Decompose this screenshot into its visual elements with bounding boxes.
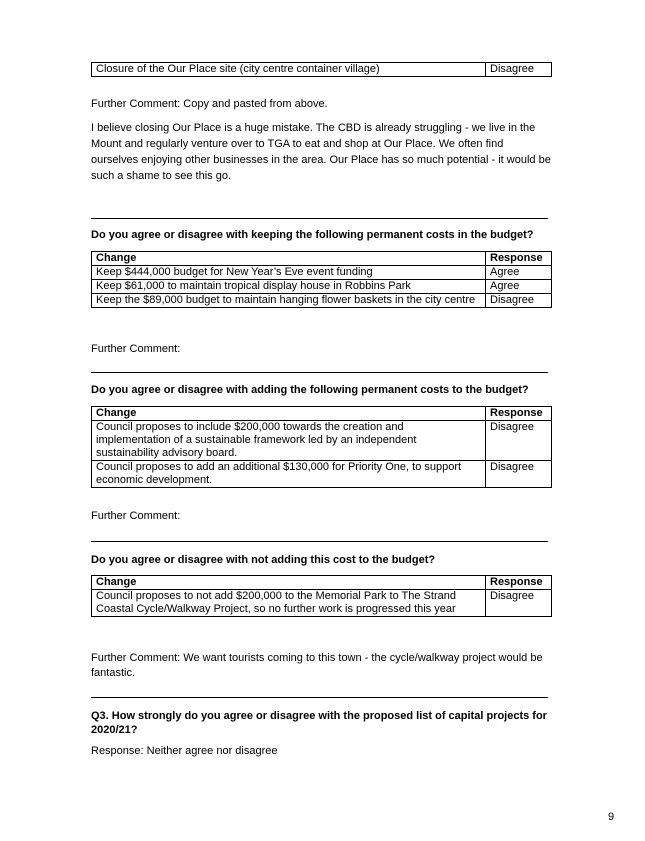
response-cell: Disagree bbox=[486, 294, 552, 308]
change-cell: Keep $61,000 to maintain tropical display house in Robbins Park bbox=[92, 280, 486, 294]
column-header-change: Change bbox=[92, 407, 486, 421]
question-keep-permanent-costs: Do you agree or disagree with keeping the following permanent costs in the budget? bbox=[91, 229, 534, 241]
add-costs-table bbox=[91, 406, 552, 488]
question-capital-projects: Q3. How strongly do you agree or disagree with the proposed list of capital projects for 2020/21? bbox=[91, 710, 547, 736]
further-comment-text: Further Comment: We want tourists coming to this town - the cycle/walkway project would be fantastic. bbox=[91, 652, 543, 679]
change-cell: Council proposes to not add $200,000 to the Memorial Park to The Strand Coastal Cycle/Walkway Project, so no further work is progressed this year bbox=[92, 590, 486, 617]
divider bbox=[91, 541, 548, 542]
further-comment-body: I believe closing Our Place is a huge mistake. The CBD is already struggling - we live in the Mount and regularly venture over to TGA to eat and shop at Our Place. We often find ourselves enjoying other businesses in the area. Our Place has so much potential - it would be such a shame to see this go. bbox=[91, 122, 551, 182]
table-row bbox=[92, 266, 552, 280]
further-comment-label: Further Comment: bbox=[91, 343, 181, 355]
table-header-row bbox=[92, 407, 552, 421]
column-header-response: Response bbox=[486, 576, 552, 590]
closure-table bbox=[91, 62, 552, 77]
divider bbox=[91, 218, 548, 219]
table-row bbox=[92, 590, 552, 617]
response-cell: Disagree bbox=[486, 63, 552, 77]
change-cell: Keep the $89,000 budget to maintain hanging flower baskets in the city centre bbox=[92, 294, 486, 308]
response-cell: Disagree bbox=[486, 421, 552, 461]
change-cell: Council proposes to add an additional $130,000 for Priority One, to support economic development. bbox=[92, 461, 486, 488]
divider bbox=[91, 697, 548, 698]
response-cell: Disagree bbox=[486, 461, 552, 488]
column-header-change: Change bbox=[92, 576, 486, 590]
table-header-row bbox=[92, 252, 552, 266]
column-header-change: Change bbox=[92, 252, 486, 266]
question-add-permanent-costs: Do you agree or disagree with adding the following permanent costs to the budget? bbox=[91, 384, 529, 396]
table-row bbox=[92, 63, 552, 77]
table-row bbox=[92, 294, 552, 308]
table-header-row bbox=[92, 576, 552, 590]
column-header-response: Response bbox=[486, 407, 552, 421]
not-add-cost-table bbox=[91, 575, 552, 617]
divider bbox=[91, 372, 548, 373]
response-cell: Agree bbox=[486, 266, 552, 280]
page-number: 9 bbox=[608, 811, 615, 823]
question-not-add-cost: Do you agree or disagree with not adding this cost to the budget? bbox=[91, 554, 436, 566]
column-header-response: Response bbox=[486, 252, 552, 266]
change-cell: Closure of the Our Place site (city centre container village) bbox=[92, 63, 486, 77]
change-cell: Keep $444,000 budget for New Year’s Eve event funding bbox=[92, 266, 486, 280]
table-row bbox=[92, 421, 552, 461]
response-cell: Agree bbox=[486, 280, 552, 294]
change-cell: Council proposes to include $200,000 towards the creation and implementation of a sustainable framework led by an independent sustainability advisory board. bbox=[92, 421, 486, 461]
keep-costs-table bbox=[91, 251, 552, 308]
response-cell: Disagree bbox=[486, 590, 552, 617]
further-comment-label: Further Comment: bbox=[91, 510, 181, 522]
further-comment-label: Further Comment: Copy and pasted from above. bbox=[91, 98, 328, 110]
table-row bbox=[92, 280, 552, 294]
table-row bbox=[92, 461, 552, 488]
response-text: Response: Neither agree nor disagree bbox=[91, 745, 278, 757]
